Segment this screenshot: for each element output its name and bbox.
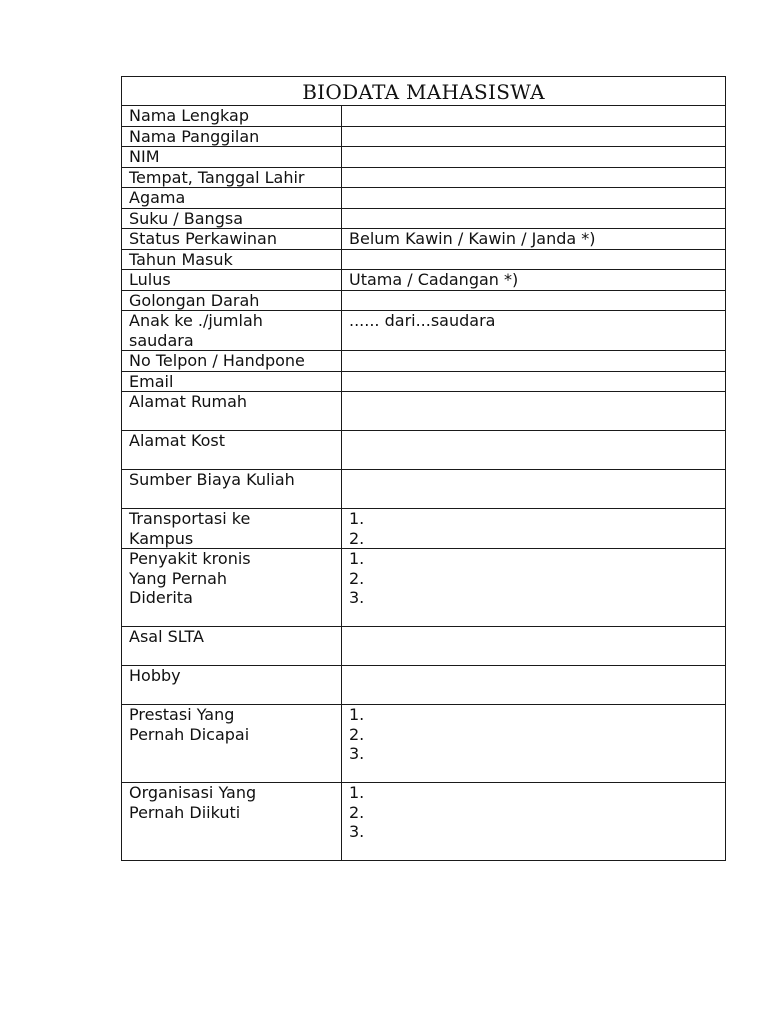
form-body [122,77,726,861]
field-label-cell [122,627,342,666]
form-row [122,147,726,168]
field-value-cell[interactable] [342,188,726,209]
field-label-cell [122,351,342,372]
field-label: Kampus [129,528,194,548]
field-label-cell [122,290,342,311]
field-label-cell [122,147,342,168]
field-label: Pernah Diikuti [129,802,241,822]
field-value-cell[interactable] [342,106,726,127]
field-value-cell[interactable] [342,351,726,372]
field-label: Pernah Dicapai [129,724,250,744]
field-label-cell [122,431,342,470]
field-label: NIM [129,147,160,166]
form-row [122,549,726,627]
field-label-cell [122,167,342,188]
field-label-cell [122,470,342,509]
field-label: Status Perkawinan [129,229,277,248]
form-row [122,208,726,229]
field-label: Sumber Biaya Kuliah [129,470,295,489]
field-value-cell[interactable] [342,147,726,168]
form-row [122,249,726,270]
field-value-cell[interactable] [342,509,726,549]
form-row [122,229,726,250]
field-label: Nama Lengkap [129,106,249,125]
field-label: Transportasi ke [129,509,251,528]
field-label-cell [122,229,342,250]
field-label: Alamat Kost [129,431,226,450]
field-label-cell [122,783,342,861]
form-row [122,470,726,509]
field-label: Diderita [129,588,193,607]
field-value-cell[interactable] [342,627,726,666]
field-value: Utama / Cadangan *) [349,270,519,289]
field-label-cell [122,705,342,783]
form-row [122,351,726,372]
field-value-cell[interactable] [342,167,726,188]
form-row [122,167,726,188]
field-label: Prestasi Yang [129,705,235,724]
field-value: 1. [349,783,365,802]
form-row [122,392,726,431]
form-row [122,509,726,549]
field-value: 3. [349,588,365,607]
field-label: Email [129,371,174,391]
field-value-cell[interactable] [342,270,726,291]
field-label: Yang Pernah [129,568,228,588]
field-label-cell [122,188,342,209]
field-label: No Telpon / Handpone [129,351,305,370]
form-row [122,666,726,705]
field-label: Organisasi Yang [129,783,257,802]
field-label: Lulus [129,270,171,289]
title-row [122,77,726,106]
form-row [122,290,726,311]
field-label: Hobby [129,666,181,685]
form-row [122,783,726,861]
form-row [122,188,726,209]
field-value-cell[interactable] [342,431,726,470]
field-value-cell[interactable] [342,208,726,229]
field-label-cell [122,249,342,270]
form-row [122,106,726,127]
field-label-cell [122,509,342,549]
field-label: saudara [129,330,194,350]
field-value-cell[interactable] [342,371,726,392]
field-label: Penyakit kronis [129,549,251,568]
field-value: 3. [349,822,365,841]
field-label-cell [122,270,342,291]
form-title: BIODATA MAHASISWA [122,77,726,106]
field-value-cell[interactable] [342,470,726,509]
field-label: Anak ke ./jumlah [129,311,263,330]
field-label: Alamat Rumah [129,392,248,411]
form-row [122,270,726,291]
field-label-cell [122,106,342,127]
field-label: Suku / Bangsa [129,208,243,228]
field-value: 2. [349,724,365,744]
field-label: Golongan Darah [129,290,260,310]
form-row [122,705,726,783]
field-label-cell [122,208,342,229]
field-label: Tempat, Tanggal Lahir [129,167,305,187]
form-row [122,431,726,470]
field-value-cell[interactable] [342,783,726,861]
field-value-cell[interactable] [342,392,726,431]
field-value-cell[interactable] [342,705,726,783]
field-label-cell [122,392,342,431]
field-value-cell[interactable] [342,290,726,311]
field-value: 1. [349,705,365,724]
field-label: Asal SLTA [129,627,204,646]
field-value: 2. [349,802,365,822]
field-value: 3. [349,744,365,763]
field-value: 2. [349,568,365,588]
form-row [122,126,726,147]
field-value-cell[interactable] [342,311,726,351]
field-label-cell [122,311,342,351]
field-label: Agama [129,188,186,207]
field-value-cell[interactable] [342,126,726,147]
biodata-form-table [121,76,726,861]
form-row [122,371,726,392]
field-value-cell[interactable] [342,549,726,627]
field-value: 1. [349,509,365,528]
field-label: Tahun Masuk [129,249,233,269]
form-row [122,627,726,666]
field-value-cell[interactable] [342,249,726,270]
field-value: Belum Kawin / Kawin / Janda *) [349,229,596,248]
field-label-cell [122,126,342,147]
field-value: ...... dari...saudara [349,311,496,330]
field-label-cell [122,666,342,705]
field-label-cell [122,371,342,392]
field-label: Nama Panggilan [129,126,260,146]
field-label-cell [122,549,342,627]
field-value-cell[interactable] [342,666,726,705]
field-value-cell[interactable] [342,229,726,250]
field-value: 2. [349,528,365,548]
form-row [122,311,726,351]
field-value: 1. [349,549,365,568]
